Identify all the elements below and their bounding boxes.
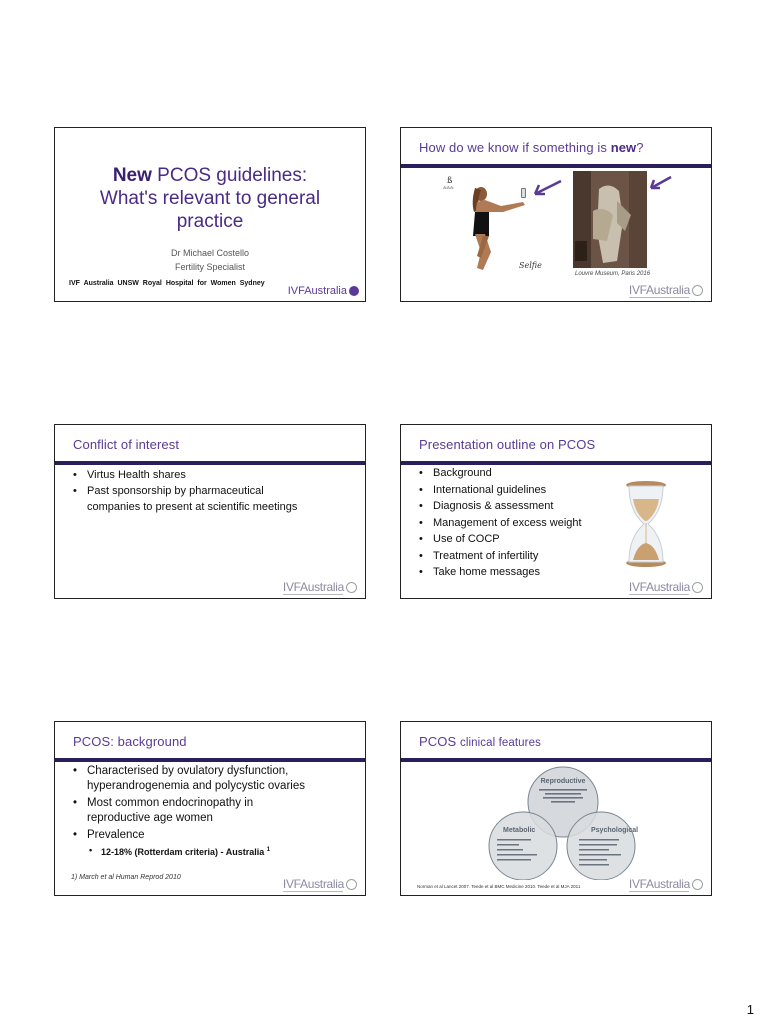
photo-caption: Louvre Museum, Paris 2016 [575,271,651,277]
title-line-3: practice [176,211,244,232]
slide-1-heading [55,164,365,233]
louvre-statue-photo [573,171,647,268]
title-rule [401,758,711,762]
logo-text: IVFAustralia [282,580,344,594]
slide-6-clinical-features [400,721,712,896]
logo-dot-icon [349,286,359,296]
venn-label-reproductive: Reproductive [540,778,586,785]
slide-4-outline [400,424,712,599]
author-role: Fertility Specialist [174,262,246,272]
title-post: ? [636,140,644,155]
bullet-line: reproductive age women [87,812,213,824]
slide-4-heading: Presentation outline on PCOS [419,437,596,452]
bullet-item: • International guidelines [417,482,582,499]
slide-5-body [71,764,305,860]
logo-circle-icon [346,582,357,593]
slide-4-body [417,465,582,581]
title-pre: How do we know if something is [419,140,611,155]
title-line-2: What's relevant to general [99,188,321,209]
svg-text:ß: ß [447,176,453,185]
slide-3-heading: Conflict of interest [73,437,180,452]
title-main: PCOS [419,734,460,749]
logo-circle-icon [692,582,703,593]
slide-3-body [71,467,297,515]
ivf-logo [288,285,359,297]
bullet-item: • Use of COCP [417,531,582,548]
ivf-logo [629,877,703,891]
sub-bullet-text: 12-18% (Rotterdam criteria) - Australia [101,847,265,857]
bullet-item: • Management of excess weight [417,515,582,532]
title-rule [55,461,365,465]
bullet-line: Characterised by ovulatory dysfunction, [87,765,289,777]
hourglass-icon [623,481,669,567]
logo-text: IVFAustralia [628,580,690,594]
slide-1-title [54,127,366,302]
arrow-icon [531,178,563,198]
institution-footer: IVF Australia UNSW Royal Hospital for Women Sydney [69,280,265,287]
logo-text: IVFAustralia [282,877,344,891]
ivf-logo [283,877,357,891]
arrow-icon [647,174,673,194]
bullet-item: • Treatment of infertility [417,548,582,565]
logo-text: IVFAustralia [287,285,347,297]
slide-5-reference: 1) March et al Human Reprod 2010 [71,874,181,881]
title-rule [401,164,711,168]
bullet-item: • Background [417,465,582,482]
bullet-line: Past sponsorship by pharmaceutical [87,485,264,497]
bullet-item: • Diagnosis & assessment [417,498,582,515]
slide-2-new [400,127,712,302]
slide-5-heading: PCOS: background [73,734,187,749]
logo-text: IVFAustralia [628,877,690,891]
slide-3-conflict [54,424,366,599]
logo-circle-icon [346,879,357,890]
ivf-logo [629,283,703,297]
svg-text:⁂⁂⁂: ⁂⁂⁂ [443,186,454,190]
slide-6-reference: Norman et al Lancet 2007. Teede et al BMC Medicine 2010. Teede et al MJA 2011 [417,884,581,889]
ivf-logo [629,580,703,594]
title-bold: new [610,140,637,155]
title-bold: New [112,165,152,186]
bullet-item: • Prevalence [71,828,305,843]
logo-circle-icon [692,879,703,890]
bullet-item: • Virtus Health shares [71,467,297,483]
footnote-marker: 1 [266,847,271,853]
svg-text:Selfie: Selfie [519,261,542,270]
logo-text: IVFAustralia [628,283,690,297]
ivf-logo [283,580,357,594]
sub-bullet-item [71,843,305,860]
bullet-line: Most common endocrinopathy in [87,797,254,809]
slide-6-heading [419,734,541,749]
title-rest: PCOS guidelines: [151,165,308,186]
author-block [55,246,365,274]
bullet-item [71,483,297,515]
bullet-item: • Take home messages [417,564,582,581]
page-number: 1 [746,1002,754,1017]
title-rule [55,758,365,762]
bullet-line: hyperandrogenemia and polycystic ovaries [87,780,305,792]
bullet-item [71,764,305,794]
bullet-item [71,796,305,826]
venn-diagram [475,766,645,880]
logo-circle-icon [692,285,703,296]
slide-2-heading [419,140,644,155]
venn-circle-psychological [567,812,635,880]
slide-5-background [54,721,366,896]
bullet-line: companies to present at scientific meetings [87,501,298,513]
author-name: Dr Michael Costello [170,248,250,258]
venn-circle-metabolic [489,812,557,880]
venn-label-psychological: Psychological [591,827,639,834]
title-small: clinical features [459,737,541,749]
venn-label-metabolic: Metabolic [503,827,536,834]
